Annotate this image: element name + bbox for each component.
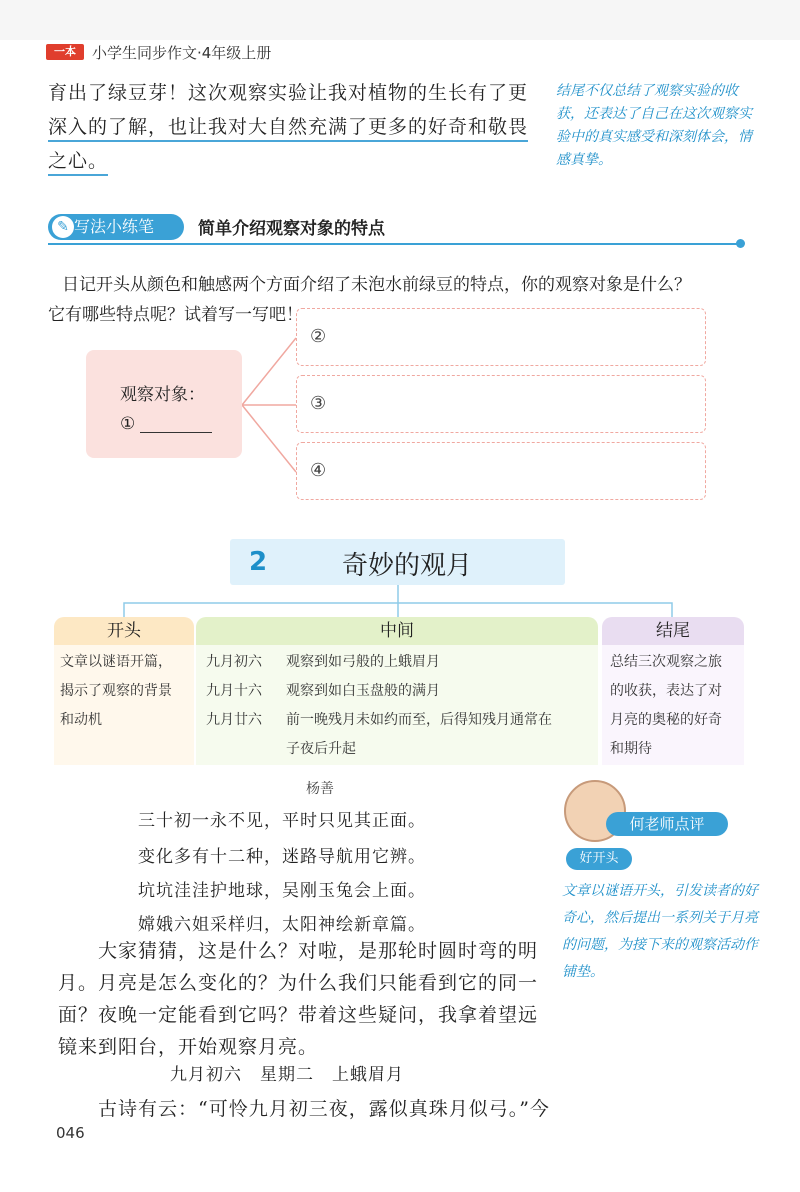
feature-box-4[interactable]: [296, 442, 706, 500]
structure-start-line: 文章以谜语开篇，: [60, 654, 172, 670]
chapter-number: 2: [248, 547, 268, 577]
teacher-comment: 文章以谜语开头，引发读者的好奇心，然后提出一系列关于月亮的问题，为接下来的观察活动作铺垫。: [562, 883, 758, 980]
structure-end-line: 和期待: [610, 741, 652, 757]
practice-prompt-line-2: 它有哪些特点呢？试着写一写吧！: [48, 305, 303, 325]
top-paragraph-line-3: 之心。: [48, 146, 108, 173]
structure-middle-date: 九月廿六: [206, 712, 262, 728]
essay-line: 古诗有云：“可怜九月初三夜，露似真珠月似弓。”今: [58, 1098, 550, 1120]
structure-end-line: 月亮的奥秘的好奇: [610, 712, 722, 728]
structure-start-line: 和动机: [60, 712, 102, 728]
book-title: 小学生同步作文·4年级上册: [92, 44, 272, 62]
teacher-comment-badge: 何老师点评: [606, 812, 728, 836]
essay-line: 面？夜晚一定能看到它吗？带着这些疑问，我拿着望远: [58, 1004, 539, 1026]
observation-target-label: 观察对象：: [120, 385, 205, 405]
brand-badge: 一本: [46, 44, 84, 60]
structure-middle-text: 观察到如白玉盘般的满月: [286, 683, 440, 699]
poem-line: 嫦娥六姐采样归，太阳神绘新章篇。: [138, 915, 426, 935]
structure-middle-date: 九月初六: [206, 654, 262, 670]
observation-target-blank[interactable]: ①: [120, 414, 136, 434]
mindmap-connectors: [240, 330, 300, 480]
feature-box-2[interactable]: [296, 308, 706, 366]
structure-heading-middle: 中间: [196, 617, 598, 645]
structure-end-line: 的收获，表达了对: [610, 683, 722, 699]
section-divider: [48, 243, 738, 245]
poem-line: 坑坑洼洼护地球，吴刚玉兔会上面。: [138, 881, 426, 901]
feature-number-4: ④: [310, 460, 327, 481]
top-paragraph-line-2: 深入的了解，也让我对大自然充满了更多的好奇和敬畏: [48, 112, 528, 139]
page-number: 046: [56, 1124, 85, 1142]
essay-line: 月。月亮是怎么变化的？为什么我们只能看到它的同一: [58, 972, 539, 994]
structure-heading-end: 结尾: [602, 617, 744, 645]
poem-line: 三十初一永不见，平时只见其正面。: [138, 811, 426, 831]
structure-middle-text: 前一晚残月未如约而至，后得知残月通常在: [286, 712, 552, 728]
top-paragraph-line-1: 育出了绿豆芽！这次观察实验让我对植物的生长有了更: [48, 82, 529, 104]
essay-line: 镜来到阳台，开始观察月亮。: [58, 1036, 319, 1058]
author-name: 杨善: [306, 781, 334, 797]
divider-dot: [736, 239, 745, 248]
chapter-title: 奇妙的观月: [342, 551, 473, 581]
page-header-bar: [0, 0, 800, 40]
structure-end-line: 总结三次观察之旅: [610, 654, 722, 670]
structure-middle-text: 观察到如弓般的上蛾眉月: [286, 654, 440, 670]
structure-middle-date: 九月十六: [206, 683, 262, 699]
practice-title: 简单介绍观察对象的特点: [198, 219, 385, 239]
pencil-icon: ✎: [52, 216, 74, 238]
structure-middle-continuation: 子夜后升起: [286, 741, 356, 757]
blank-underline: [140, 432, 212, 433]
structure-heading-start: 开头: [54, 617, 194, 645]
essay-line: 大家猜猜，这是什么？对啦，是那轮时圆时弯的明: [58, 940, 539, 962]
practice-badge: 写法小练笔: [48, 214, 184, 240]
feature-number-3: ③: [310, 393, 327, 414]
structure-start-line: 揭示了观察的背景: [60, 683, 172, 699]
section-heading: 九月初六 星期二 上蛾眉月: [170, 1065, 404, 1085]
feature-box-3[interactable]: [296, 375, 706, 433]
margin-note: 结尾不仅总结了观察实验的收获，还表达了自己在这次观察实验中的真实感受和深刻体会，情感真挚。: [556, 83, 752, 168]
practice-prompt-line-1: 日记开头从颜色和触感两个方面介绍了未泡水前绿豆的特点，你的观察对象是什么？: [62, 275, 691, 295]
poem-line: 变化多有十二种，迷路导航用它辨。: [138, 847, 426, 867]
good-start-tag: 好开头: [566, 848, 632, 870]
feature-number-2: ②: [310, 326, 327, 347]
structure-connectors: [110, 585, 690, 619]
